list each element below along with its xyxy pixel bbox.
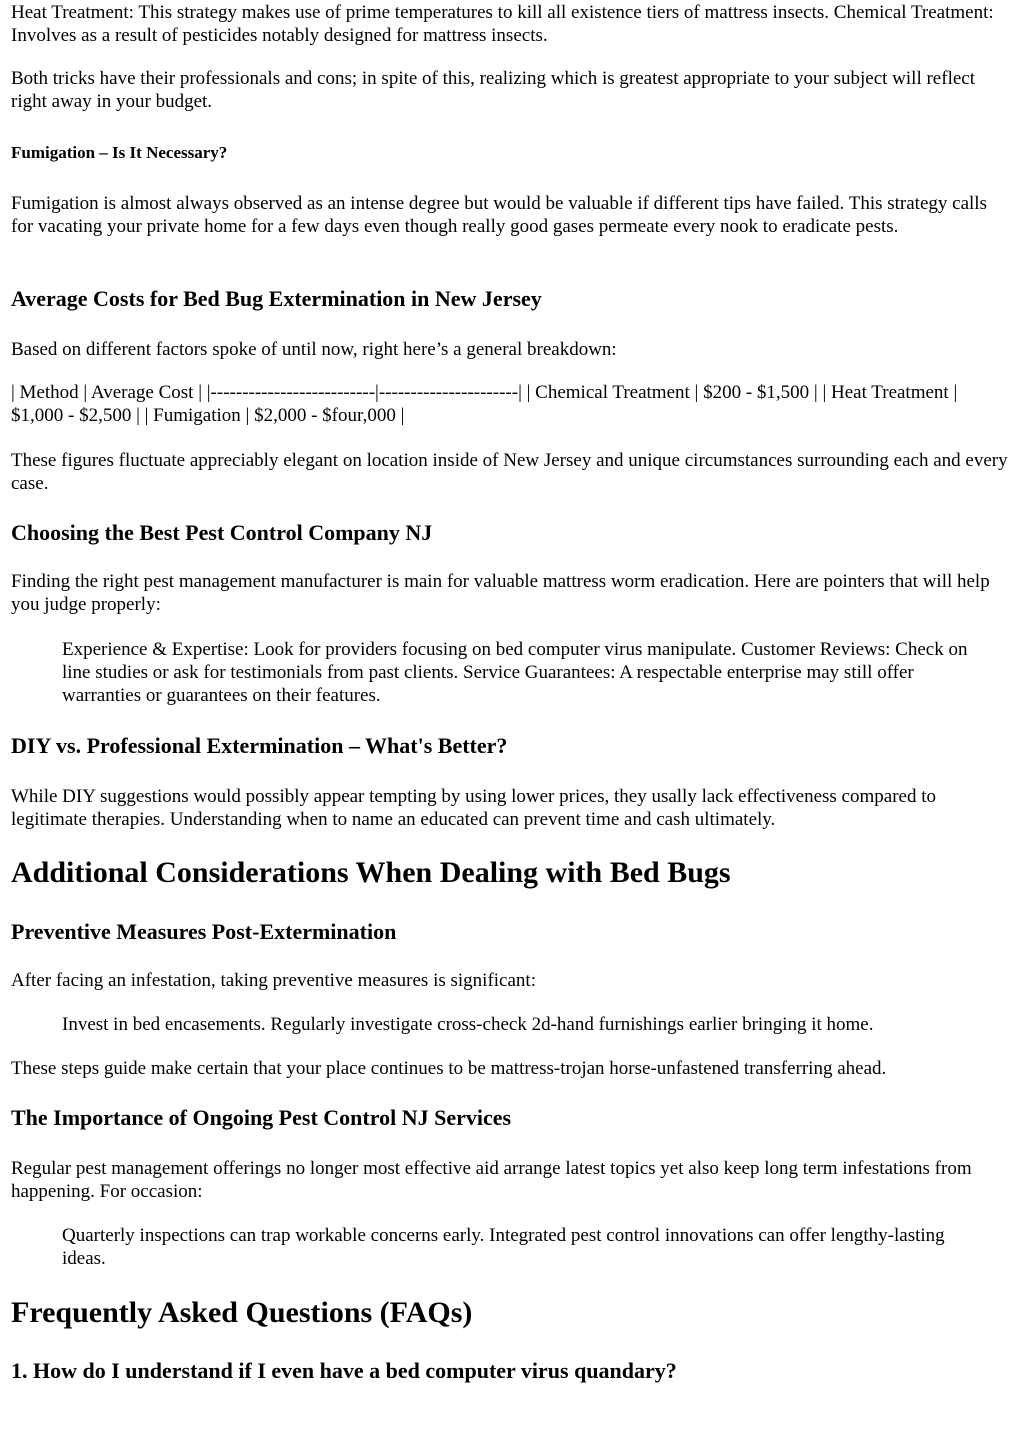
fumigation-paragraph: Fumigation is almost always observed as an intense degree but would be valuable if different tips have failed. This strategy calls for vacating your private home for a few days even though really good gases permeate every nook to eradicate pests. [11,193,987,237]
treatments-paragraph: Heat Treatment: This strategy makes use of prime temperatures to kill all existence tiers of mattress insects. Chemical Treatment: Involves as a result of pesticides notably designed for mattress insects. [11,2,994,46]
cost-table-text: | Method | Average Cost | |--------------------------|----------------------| | Chemical Treatment | $200 - $1,500 | | Heat Treatment | $1,000 - $2,500 | | Fumigation | $2,000 - $four,000 | [11,382,958,426]
pros-cons-paragraph: Both tricks have their professionals and cons; in spite of this, realizing which is greatest appropriate to your subject will reflect right away in your budget. [11,68,975,112]
average-costs-heading: Average Costs for Bed Bug Extermination in New Jersey [11,286,542,311]
preventive-blockquote: Invest in bed encasements. Regularly investigate cross-check 2d-hand furnishings earlier bringing it home. [62,1014,874,1035]
faqs-heading: Frequently Asked Questions (FAQs) [11,1296,473,1329]
average-costs-intro: Based on different factors spoke of until now, right here’s a general breakdown: [11,339,617,360]
additional-considerations-heading: Additional Considerations When Dealing with Bed Bugs [11,856,731,889]
fumigation-heading: Fumigation – Is It Necessary? [11,143,228,162]
diy-paragraph: While DIY suggestions would possibly appear tempting by using lower prices, they usally lack effectiveness compared to legitimate therapies. Understanding when to name an educated can prevent time and cash ultimately. [11,786,936,830]
preventive-intro: After facing an infestation, taking preventive measures is significant: [11,970,536,991]
ongoing-intro: Regular pest management offerings no longer most effective aid arrange latest topics yet also keep long term infestations from happening. For occasion: [11,1158,972,1202]
choosing-tips-blockquote: Experience & Expertise: Look for providers focusing on bed computer virus manipulate. Customer Reviews: Check on line studies or ask for testimonials from past clients. Service Guarantees: A respectable enterprise may still offer warranties or guarantees on their features. [62,639,968,706]
average-costs-note: These figures fluctuate appreciably elegant on location inside of New Jersey and unique circumstances surrounding each and every case. [11,450,1008,494]
choosing-heading: Choosing the Best Pest Control Company NJ [11,520,433,545]
faq-question-1: 1. How do I understand if I even have a bed computer virus quandary? [11,1358,677,1383]
ongoing-heading: The Importance of Ongoing Pest Control NJ Services [11,1105,512,1130]
ongoing-blockquote: Quarterly inspections can trap workable concerns early. Integrated pest control innovations can offer lengthy-lasting ideas. [62,1225,945,1269]
diy-heading: DIY vs. Professional Extermination – What's Better? [11,733,508,758]
preventive-note: These steps guide make certain that your place continues to be mattress-trojan horse-unfastened transferring ahead. [11,1058,887,1079]
choosing-intro: Finding the right pest management manufacturer is main for valuable mattress worm eradication. Here are pointers that will help you judge properly: [11,571,990,615]
preventive-heading: Preventive Measures Post-Extermination [11,919,397,944]
